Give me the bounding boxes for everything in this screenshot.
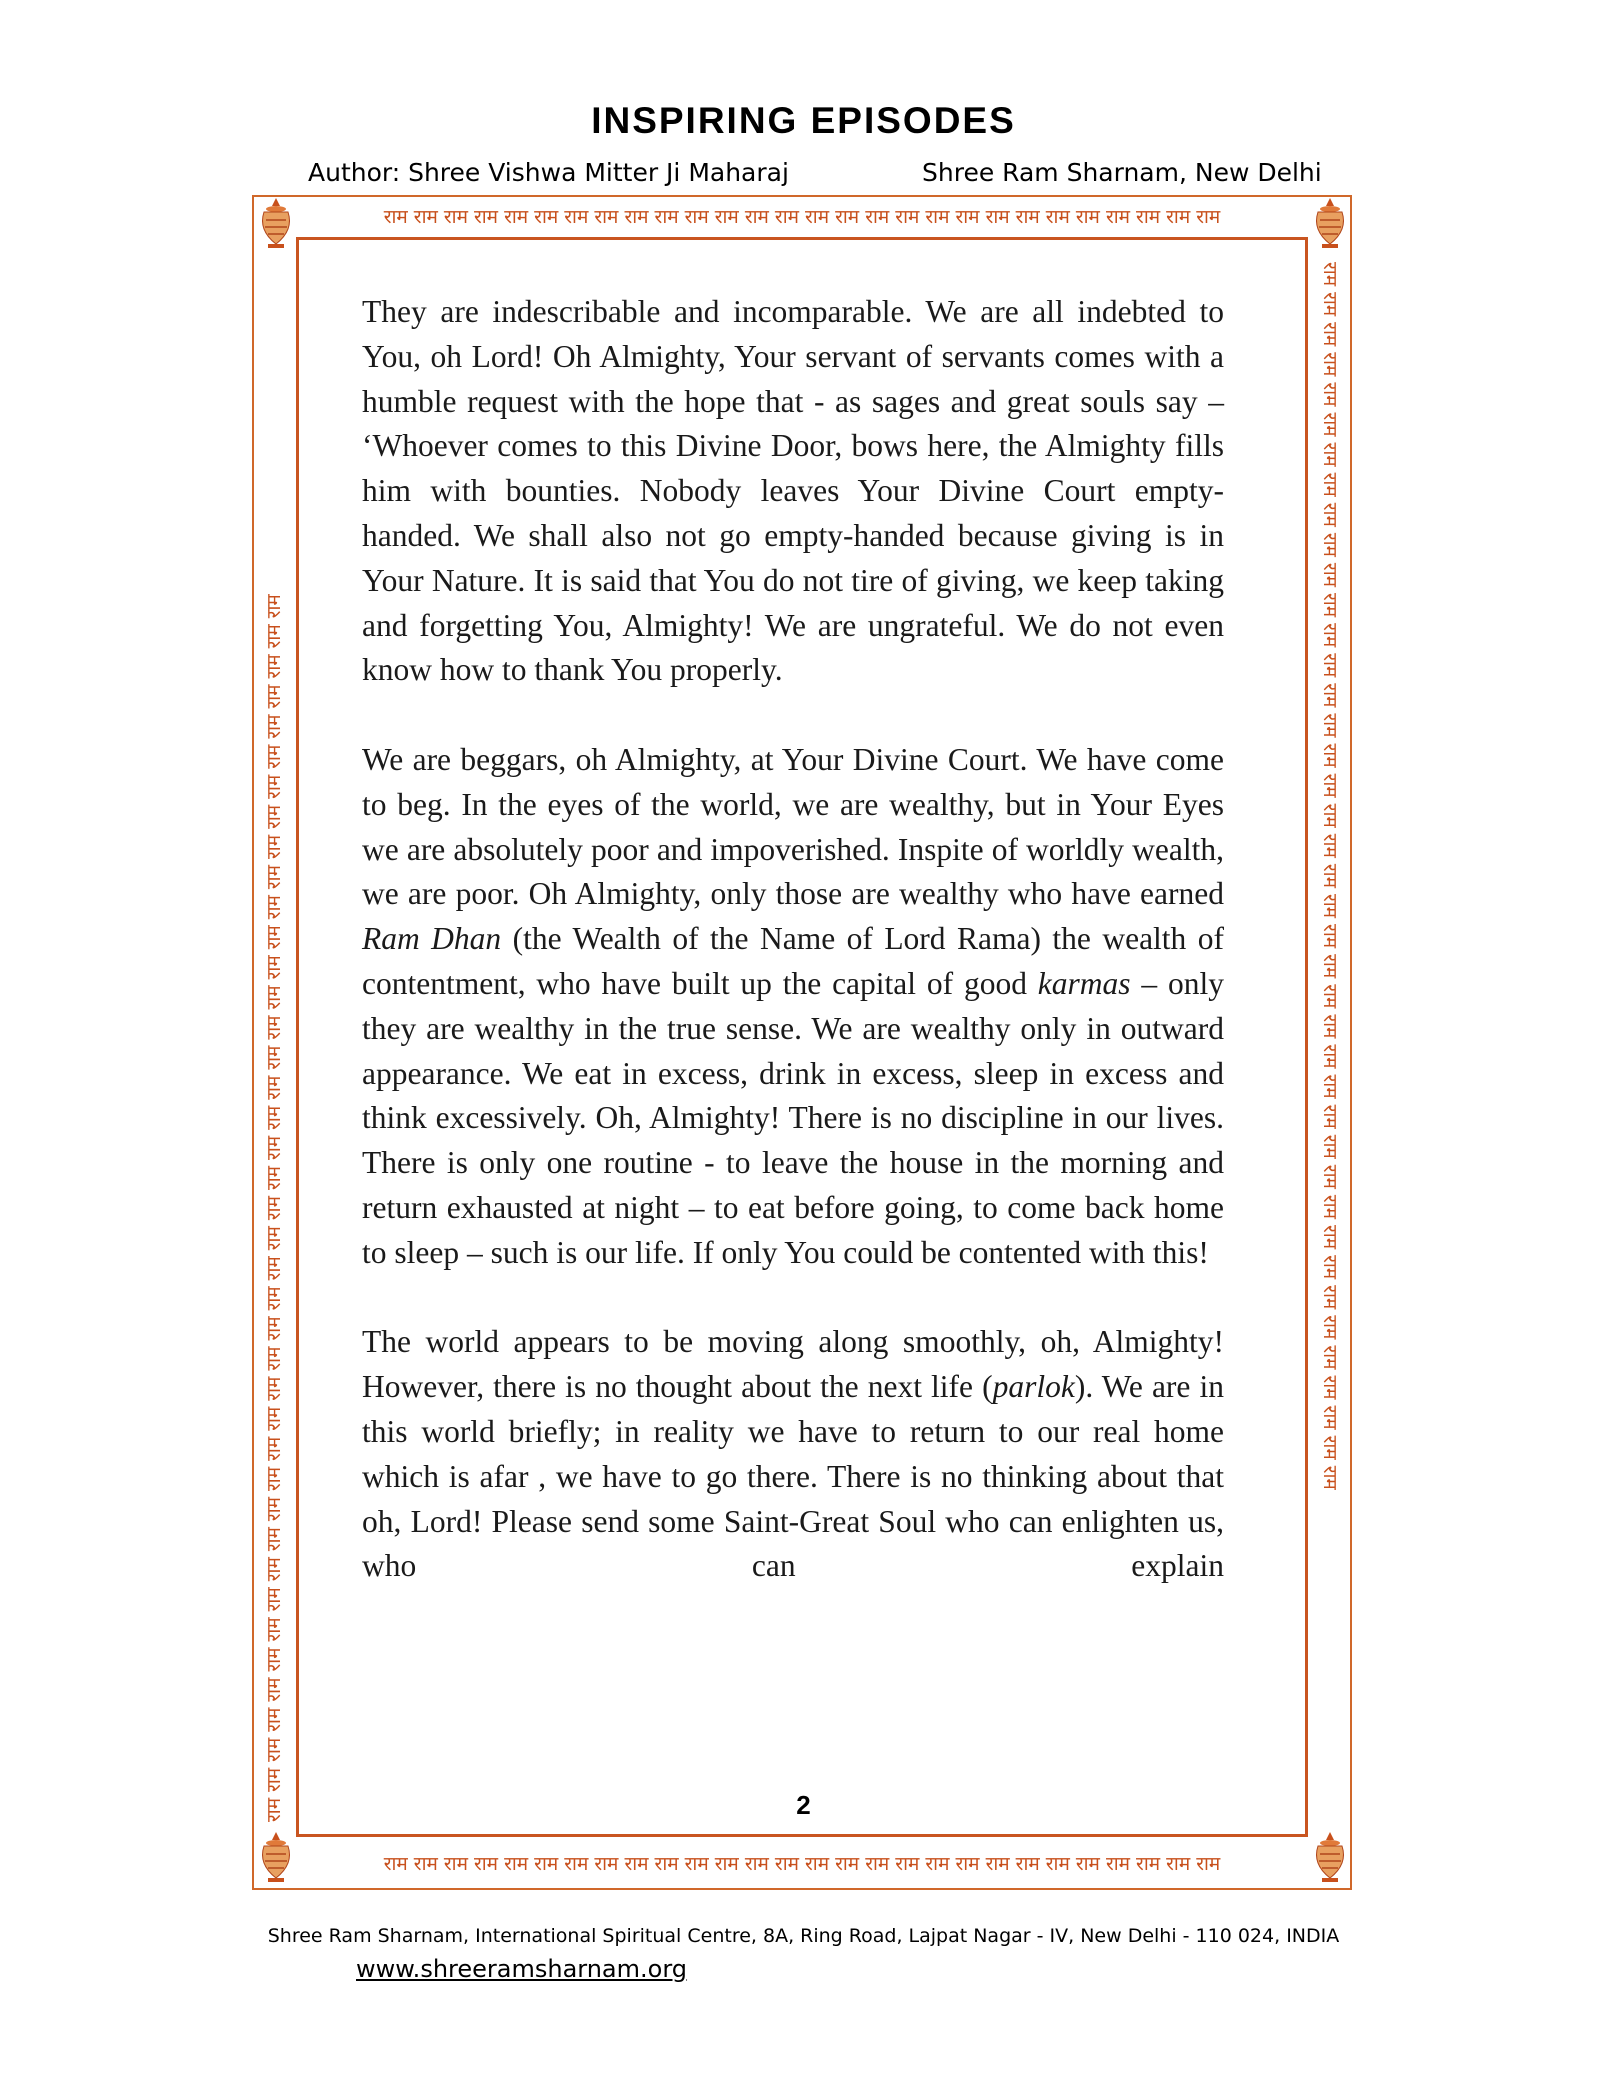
paragraph-3-text-b: ). We are in this world briefly; in reality we have to return to our real home which is afar , we have to go there. There is no thinking about that oh, Lord! Please send some Saint-Great Soul who can enlighten us, who can explain: [362, 1369, 1224, 1584]
karmas-italic: karmas: [1037, 965, 1131, 1001]
page-number: 2: [796, 1790, 811, 1820]
paragraph-3: [362, 1320, 1224, 1589]
border-right-ram-text: राम राम राम राम राम राम राम राम राम राम राम राम राम राम राम राम राम राम राम राम राम राम राम राम राम राम राम राम राम राम राम राम राम राम राम राम राम राम राम राम राम: [1319, 262, 1341, 1490]
parlok-italic: parlok: [992, 1369, 1075, 1405]
kalash-corner-icon: [256, 1830, 296, 1884]
place-line: Shree Ram Sharnam, New Delhi: [922, 158, 1322, 187]
border-top-ram-text: राम राम राम राम राम राम राम राम राम राम राम राम राम राम राम राम राम राम राम राम राम राम राम राम राम राम राम राम: [383, 206, 1221, 228]
border-left-ram-text: राम राम राम राम राम राम राम राम राम राम राम राम राम राम राम राम राम राम राम राम राम राम राम राम राम राम राम राम राम राम राम राम राम राम राम राम राम राम राम राम राम: [263, 594, 285, 1822]
author-line: Author: Shree Vishwa Mitter Ji Maharaj: [308, 158, 789, 187]
paragraph-2-text-b: (the Wealth of the Name of Lord Rama) the wealth of contentment, who have built up the capital of good: [362, 921, 1224, 1001]
paragraph-2-text-a: We are beggars, oh Almighty, at Your Divine Court. We have come to beg. In the eyes of the world, we are wealthy, but in Your Eyes we are absolutely poor and impoverished. Inspite of worldly wealth, we are poor. Oh Almighty, only those are wealthy who have earned: [362, 741, 1224, 912]
footer-website-link[interactable]: www.shreeramsharnam.org: [356, 1955, 688, 1983]
border-bottom-ram-text: राम राम राम राम राम राम राम राम राम राम राम राम राम राम राम राम राम राम राम राम राम राम राम राम राम राम राम राम: [383, 1853, 1221, 1875]
paragraph-1: They are indescribable and incomparable. We are all indebted to You, oh Lord! Oh Almighty, Your servant of servants comes with a humble request with the hope that - as sages and great souls say – ‘Whoever comes to this Divine Door, bows here, the Almighty fills him with bounties. Nobody leaves Your Divine Court empty-handed. We shall also not go empty-handed because giving is in Your Nature. It is said that You do not tire of giving, we keep taking and forgetting You, Almighty! We are ungrateful. We do not even know how to thank You properly.: [362, 294, 1224, 688]
paragraph-2: [362, 738, 1224, 1276]
paragraph-2-text-c: – only they are wealthy in the true sense. We are wealthy only in outward appearance. We eat in excess, drink in excess, sleep in excess and think excessively. Oh, Almighty! There is no discipline in our lives. There is only one routine - to leave the house in the morning and return exhausted at night – to eat before going, to come back home to sleep – such is our life. If only You could be contented with this!: [362, 965, 1224, 1270]
ram-dhan-italic: Ram Dhan: [362, 921, 502, 957]
kalash-corner-icon: [1310, 196, 1350, 250]
footer-address: Shree Ram Sharnam, International Spiritual Centre, 8A, Ring Road, Lajpat Nagar - IV, New Delhi - 110 024, INDIA: [267, 1925, 1340, 1947]
document-title: INSPIRING EPISODES: [591, 100, 1016, 141]
kalash-corner-icon: [1310, 1830, 1350, 1884]
body-text: [362, 290, 1224, 1589]
paragraph-3-text-a: The world appears to be moving along smoothly, oh, Almighty! However, there is no thought about the next life (: [362, 1324, 1224, 1405]
kalash-corner-icon: [256, 196, 296, 250]
